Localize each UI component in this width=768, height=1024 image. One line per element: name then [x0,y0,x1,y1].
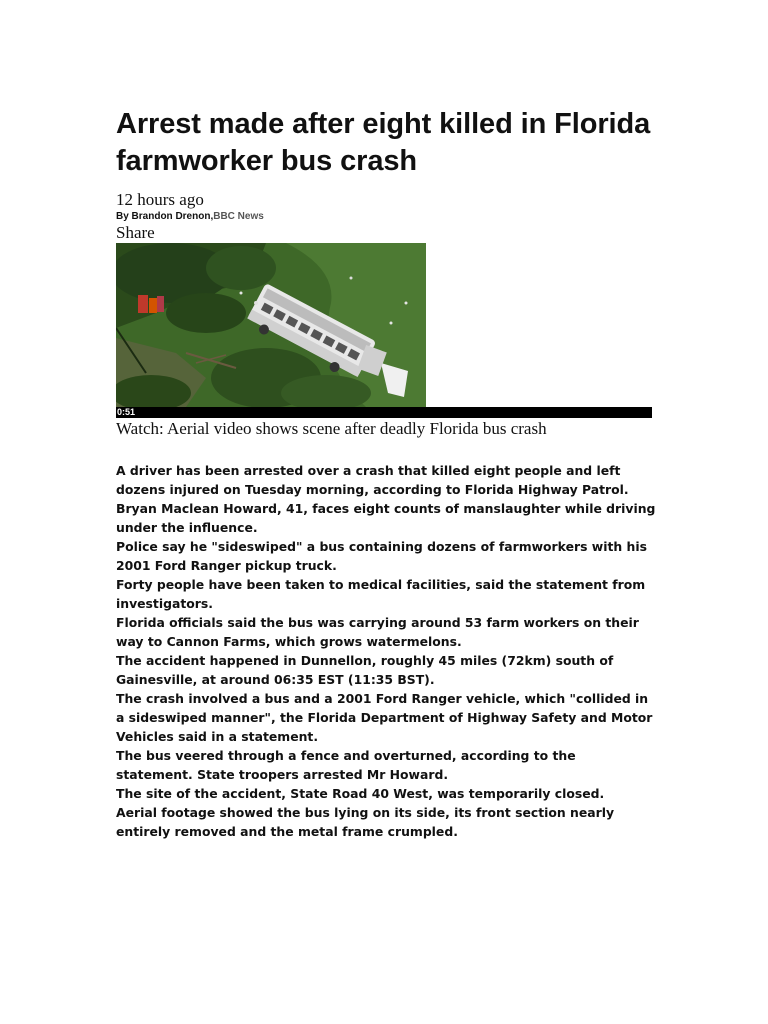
video-thumbnail[interactable] [116,243,426,407]
paragraph: Police say he "sideswiped" a bus containing dozens of farmworkers with his 2001 Ford Ranger pickup truck. [116,539,647,573]
video-caption: Watch: Aerial video shows scene after deadly Florida bus crash [116,419,547,438]
publish-time: 12 hours ago [116,190,204,209]
article-body [116,461,656,841]
video-player[interactable] [116,243,652,419]
paragraph: The site of the accident, State Road 40 West, was temporarily closed. [116,786,605,801]
byline-org: BBC News [213,211,264,222]
paragraph: The accident happened in Dunnellon, roughly 45 miles (72km) south of Gainesville, at around 06:35 EST (11:35 BST). [116,653,614,687]
paragraph: Forty people have been taken to medical facilities, said the statement from investigators. [116,577,646,611]
share-link[interactable]: Share [116,223,155,242]
paragraph: The bus veered through a fence and overturned, according to the statement. State troopers arrested Mr Howard. [116,748,576,782]
article [116,106,656,841]
byline-author: By Brandon Drenon, [116,211,214,222]
video-duration: 0:51 [117,407,136,417]
paragraph: Aerial footage showed the bus lying on its side, its front section nearly entirely removed and the metal frame crumpled. [116,805,615,839]
video-progress-bar[interactable] [116,407,652,418]
paragraph: Florida officials said the bus was carrying around 53 farm workers on their way to Cannon Farms, which grows watermelons. [116,615,639,649]
headline: Arrest made after eight killed in Florida farmworker bus crash [116,108,651,177]
aerial-crash-image [116,243,426,407]
byline [116,210,656,223]
paragraph: Bryan Maclean Howard, 41, faces eight counts of manslaughter while driving under the influence. [116,501,656,535]
paragraph: A driver has been arrested over a crash that killed eight people and left dozens injured on Tuesday morning, according to Florida Highway Patrol. [116,463,629,497]
paragraph: The crash involved a bus and a 2001 Ford Ranger vehicle, which "collided in a sideswiped manner", the Florida Department of Highway Safety and Motor Vehicles said in a statement. [116,691,653,744]
